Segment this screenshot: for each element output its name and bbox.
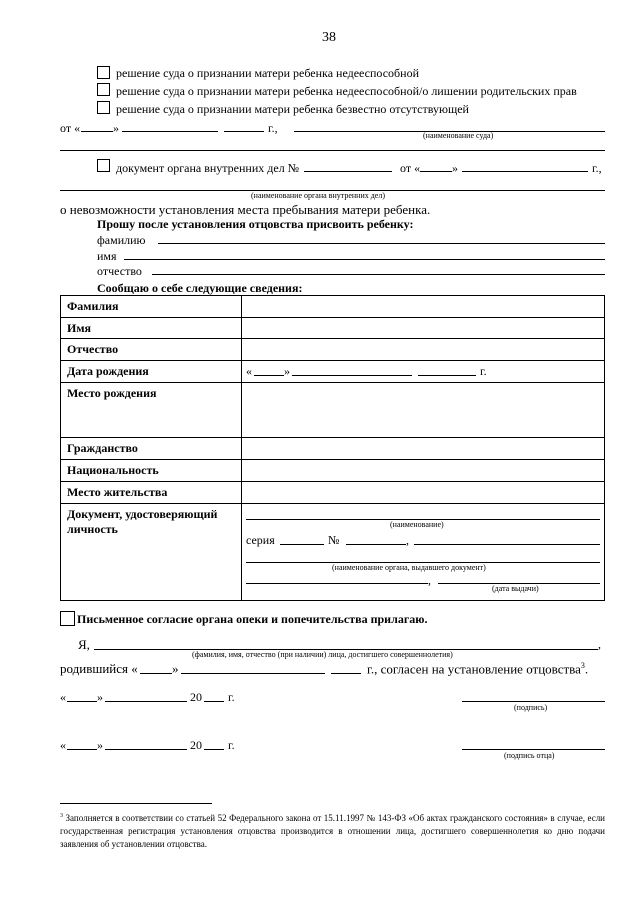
born-year-field[interactable] [331,673,361,674]
nationality-field[interactable] [242,460,605,482]
patronymic-label: Отчество [61,339,242,361]
court-month-field[interactable] [122,131,218,132]
declaration-comma: , [598,637,601,651]
sig2-year: г. [228,738,235,752]
court-date-from: от « [60,121,81,135]
agree-text [367,661,588,677]
child-surname-field[interactable] [158,243,605,244]
issuer-caption: (наименование органа, выдавшего документ) [332,563,486,572]
child-patronymic-field[interactable] [152,274,605,275]
name-label: Имя [61,318,242,339]
police-doc-from: от « [400,161,421,175]
patronymic-field[interactable] [242,339,605,361]
citizenship-label: Гражданство [61,438,242,460]
born-close: » [172,661,179,676]
police-org-caption: (наименование органа внутренних дел) [251,191,385,200]
residence-label: Место жительства [61,482,242,504]
option-court-deprivation: решение суда о признании матери ребенка недееспособной/о лишении родительских прав [116,84,577,98]
sig1-signature-field[interactable] [462,701,605,702]
footnote [60,810,605,851]
born-month-field[interactable] [181,673,325,674]
number-label: № [328,533,340,547]
sig1-day-field[interactable] [67,701,97,702]
court-year-field[interactable] [224,131,264,132]
surname-label: Фамилия [61,296,242,318]
court-day-field[interactable] [81,131,113,132]
issuer-field-2[interactable] [246,583,428,584]
id-doc-label: Документ, удостоверяющий личность [61,504,242,601]
footnote-text: Заполняется в соответствии со статьей 52 Федерального закона от 15.11.1997 № 143-ФЗ «Об актах гражданского состояния» в случае, если государственная регистрация установления отцовства производится в отношении лица, достигшего совершеннолетия ко дню подачи заявления об установлении отцовства. [60,813,606,849]
court-name-field-2[interactable] [60,150,605,151]
sig1-month-field[interactable] [105,701,187,702]
sig2-day-field[interactable] [67,749,97,750]
birth-date-open: « [246,364,252,378]
surname-field[interactable] [242,296,605,318]
sig2-close: » [97,738,103,752]
sig2-year-field[interactable] [204,749,224,750]
police-doc-label: документ органа внутренних дел № [116,161,300,175]
declarant-name-caption: (фамилия, имя, отчество (при наличии) лица, достигшего совершеннолетия) [192,650,453,659]
name-field[interactable] [242,318,605,339]
consent-text: Письменное согласие органа опеки и попечительства прилагаю. [77,612,428,626]
court-name-caption: (наименование суда) [423,131,494,140]
sig2-century: 20 [190,738,202,752]
court-date-close: » [113,121,119,135]
checkbox-consent[interactable] [60,611,75,626]
request-heading: Прошу после установления отцовства присвоить ребенку: [97,217,414,231]
option-court-missing: решение суда о признании матери ребенка безвестно отсутствующей [116,102,469,116]
option-court-incapacity: решение суда о признании матери ребенка недееспособной [116,66,419,80]
born-label: родившийся « [60,661,138,676]
residence-field[interactable] [242,482,605,504]
birth-date-close: » [284,364,290,378]
child-surname-label: фамилию [97,233,146,247]
issue-place-field[interactable] [414,544,600,545]
number-comma: , [406,533,409,547]
about-heading: Сообщаю о себе следующие сведения: [97,281,303,295]
number-field[interactable] [346,544,406,545]
child-patronymic-label: отчество [97,264,142,278]
sig2-signature-field[interactable] [462,749,605,750]
agree-period: . [584,661,589,677]
id-doc-field[interactable] [242,504,605,601]
issue-date-caption: (дата выдачи) [492,584,539,593]
police-doc-close: » [452,161,458,175]
sig2-caption: (подпись отца) [504,751,555,760]
birth-month-field[interactable] [292,375,412,376]
police-doc-month-field[interactable] [462,171,588,172]
sig1-close: » [97,690,103,704]
sig1-year-field[interactable] [204,701,224,702]
sig1-caption: (подпись) [514,703,548,712]
police-doc-year: г., [592,161,602,175]
sig1-year: г. [228,690,235,704]
impossibility-text: о невозможности установления места пребывания матери ребенка. [60,202,431,217]
born-day-field[interactable] [140,673,172,674]
police-doc-day-field[interactable] [420,171,452,172]
birth-date-year: г. [480,364,487,378]
footnote-separator [60,803,212,804]
child-name-field[interactable] [124,259,605,260]
sig1-century: 20 [190,690,202,704]
issuer-comma: , [428,573,431,587]
declaration-i: Я, [78,637,90,652]
birth-day-field[interactable] [254,375,284,376]
birth-place-label: Место рождения [61,383,242,438]
checkbox-court-missing[interactable] [97,101,110,114]
birth-year-field[interactable] [418,375,476,376]
citizenship-field[interactable] [242,438,605,460]
page-number: 38 [322,30,336,45]
checkbox-police-doc[interactable] [97,159,110,172]
court-date-year: г., [268,121,278,135]
series-field[interactable] [280,544,324,545]
birth-place-field[interactable] [242,383,605,438]
series-label: серия [246,533,275,547]
agree-footnote-mark: 3 [580,661,585,670]
sig1-open: « [60,690,66,704]
footnote-mark: 3 [60,813,63,819]
birth-date-label: Дата рождения [61,361,242,383]
sig2-month-field[interactable] [105,749,187,750]
sig2-open: « [60,738,66,752]
nationality-label: Национальность [61,460,242,482]
applicant-info-table [60,295,605,601]
child-name-label: имя [97,249,117,263]
checkbox-court-incapacity[interactable] [97,66,110,79]
checkbox-court-deprivation[interactable] [97,83,110,96]
police-doc-number-field[interactable] [304,171,392,172]
birth-date-field[interactable] [242,361,605,383]
id-doc-name-caption: (наименование) [390,520,444,529]
agree-phrase: г., согласен на установление отцовства [367,661,581,677]
